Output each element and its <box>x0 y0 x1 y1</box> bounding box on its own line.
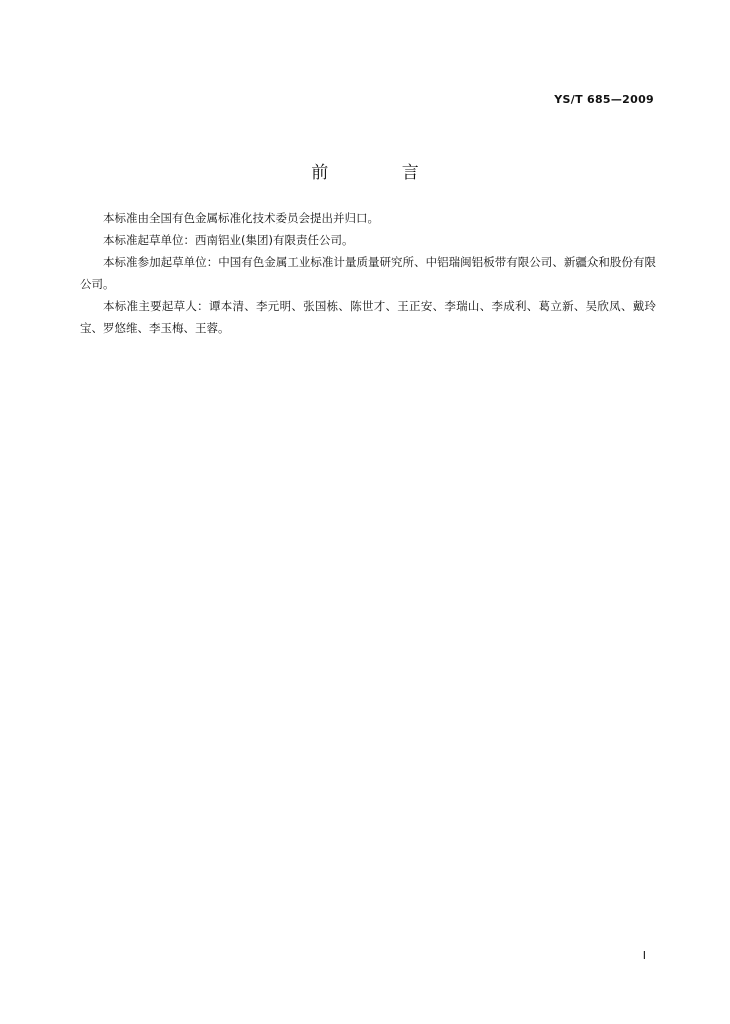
paragraph-drafting-unit: 本标准起草单位：西南铝业(集团)有限责任公司。 <box>103 233 354 247</box>
paragraph-proposer: 本标准由全国有色金属标准化技术委员会提出并归口。 <box>103 211 379 225</box>
foreword-body <box>80 207 656 339</box>
paragraph-main-drafters: 本标准主要起草人：谭本清、李元明、张国栋、陈世才、王正安、李瑞山、李成利、葛立新、吴欣凤、戴玲宝、罗悠维、李玉梅、王蓉。 <box>80 299 656 335</box>
standard-number: YS/T 685—2009 <box>554 93 654 106</box>
page-number: I <box>642 949 646 962</box>
page-title: 前 言 <box>311 163 453 183</box>
paragraph-participating-units: 本标准参加起草单位：中国有色金属工业标准计量质量研究所、中铝瑞闽铝板带有限公司、新疆众和股份有限公司。 <box>80 255 656 291</box>
